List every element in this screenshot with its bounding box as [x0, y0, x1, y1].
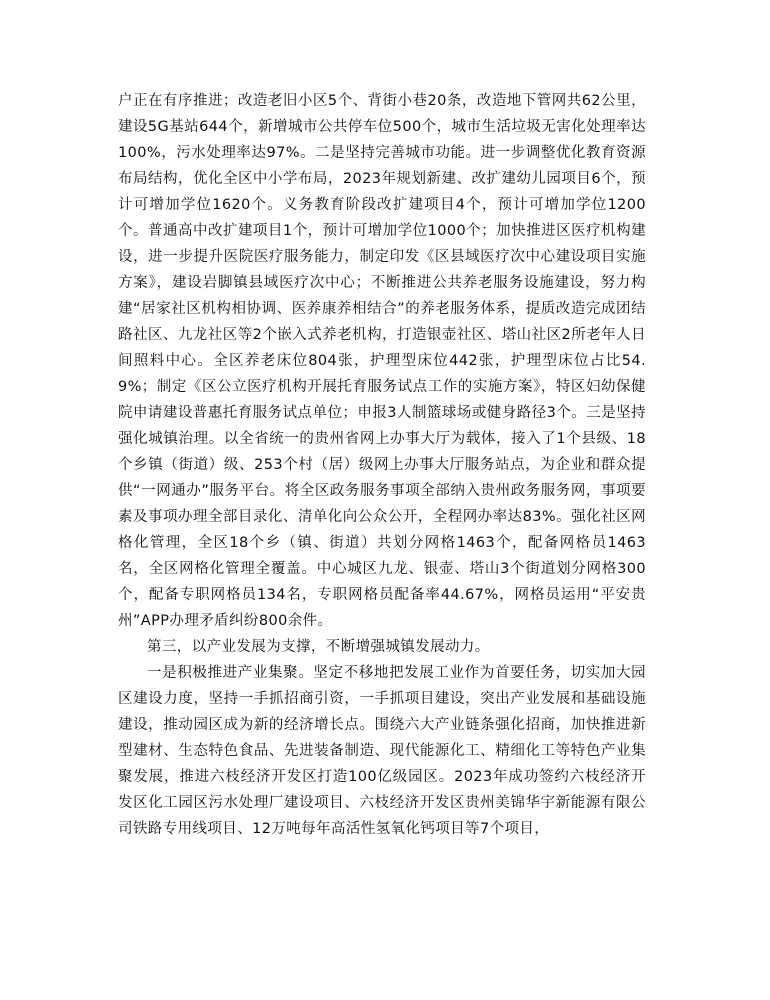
paragraph-industry: 一是积极推进产业集聚。坚定不移地把发展工业作为首要任务，切实加大园区建设力度，坚持一手抓招商引资，一手抓项目建设，突出产业发展和基础设施建设，推动园区成为新的经济增长点。围绕六大产业链条强化招商，加快推进新型建材、生态特色食品、先进装备制造、现代能源化工、精细化工等特色产业集聚发展，推进六枝经济开发区打造100亿级园区。2023年成功签约六枝经济开发区化工园区污水处理厂建设项目、六枝经济开发区贵州美锦华宇新能源有限公司铁路专用线项目、12万吨每年高活性氢氧化钙项目等7个项目，: [118, 665, 646, 837]
paragraph-continued: 户正在有序推进；改造老旧小区5个、背街小巷20条，改造地下管网共62公里，建设5G基站644个，新增城市公共停车位500个，城市生活垃圾无害化处理率达100%，污水处理率达97%。二是坚持完善城市功能。进一步调整优化教育资源布局结构，优化全区中小学布局，2023年规划新建、改扩建幼儿园项目6个，预计可增加学位1620个。义务教育阶段改扩建项目4个，预计可增加学位1200个。普通高中改扩建项目1个，预计可增加学位1000个；加快推进区医疗机构建设，进一步提升医院医疗服务能力，制定印发《区县域医疗次中心建设项目实施方案》，建设岩脚镇县域医疗次中心；不断推进公共养老服务设施建设，努力构建“居家社区机构相协调、医养康养相结合”的养老服务体系，提质改造完成团结路社区、九龙社区等2个嵌入式养老机构，打造银壶社区、塔山社区2所老年人日间照料中心。全区养老床位804张，护理型床位442张，护理型床位占比54.9%；制定《区公立医疗机构开展托育服务试点工作的实施方案》，特区妇幼保健院申请建设普惠托育服务试点单位；申报3人制篮球场或健身路径3个。三是坚持强化城镇治理。以全省统一的贵州省网上办事大厅为载体，接入了1个县级、18个乡镇（街道）级、253个村（居）级网上办事大厅服务站点，为企业和群众提供“一网通办”服务平台。将全区政务服务事项全部纳入贵州政务服务网，事项要素及事项办理全部目录化、清单化向公众公开，全程网办率达83%。强化社区网格化管理，全区18个乡（镇、街道）共划分网格1463个，配备网格员1463名，全区网格化管理全覆盖。中心城区九龙、银壶、塔山3个街道划分网格300个，配备专职网格员134名，专职网格员配备率44.67%，网格员运用“平安贵州”APP办理矛盾纠纷800余件。: [118, 93, 646, 629]
paragraph-heading-third: 第三，以产业发展为支撑，不断增强城镇发展动力。: [147, 639, 490, 655]
document-body: [118, 88, 646, 842]
